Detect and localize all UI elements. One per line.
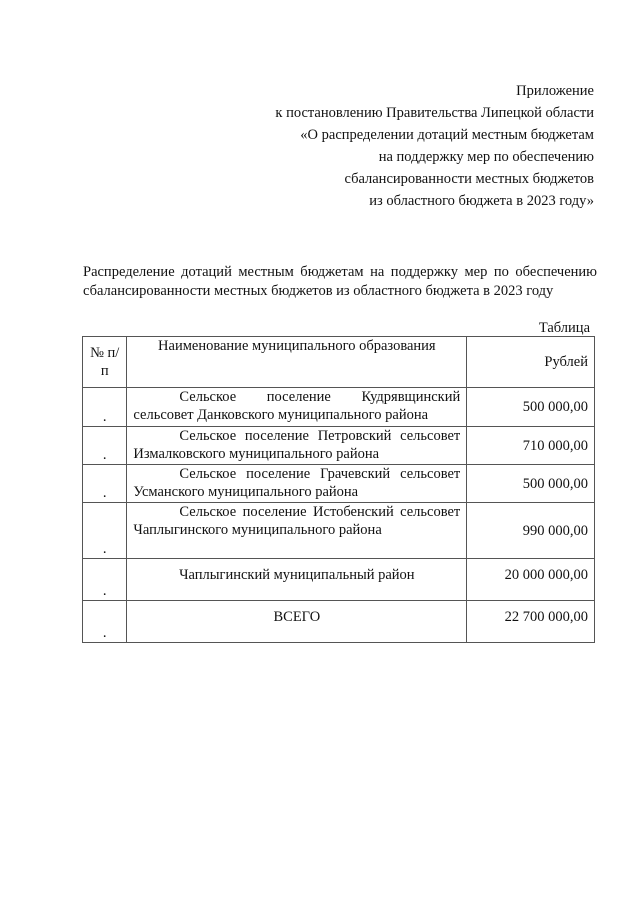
table-header-row (83, 337, 595, 388)
table-row (83, 427, 595, 465)
row-sum: 20 000 000,00 (467, 559, 595, 601)
row-name-cell (127, 503, 467, 559)
appendix-line: к постановлению Правительства Липецкой области (275, 105, 594, 121)
total-number: . (83, 601, 127, 643)
row-sum: 500 000,00 (467, 465, 595, 503)
appendix-line: «О распределении дотаций местным бюджетам (300, 127, 594, 143)
total-sum: 22 700 000,00 (467, 601, 595, 643)
row-number: . (83, 503, 127, 559)
row-number: . (83, 465, 127, 503)
subsidy-table (82, 336, 595, 643)
row-name-cell (127, 465, 467, 503)
header-name: Наименование муниципального образования (127, 337, 467, 388)
document-heading: Распределение дотаций местным бюджетам на поддержку мер по обеспечению сбалансированности местных бюджетов из областного бюджета в 2023 году (83, 264, 597, 299)
row-name-cell (127, 559, 467, 601)
appendix-line: Приложение (516, 83, 594, 99)
table-row (83, 559, 595, 601)
total-row (83, 601, 595, 643)
appendix-block (174, 80, 594, 212)
header-sum: Рублей (467, 337, 595, 388)
header-number: № п/п (83, 337, 127, 388)
row-name-cell (127, 427, 467, 465)
row-name: Чаплыгинский муниципальный район (179, 567, 415, 583)
row-number: . (83, 559, 127, 601)
appendix-line: сбалансированности местных бюджетов (344, 171, 594, 187)
table-row (83, 465, 595, 503)
row-name: Сельское поселение Грачевский сельсовет Усманского муниципального района (133, 466, 461, 500)
row-sum: 500 000,00 (467, 388, 595, 427)
row-number: . (83, 427, 127, 465)
row-name: Сельское поселение Истобенский сельсовет Чаплыгинского муниципального района (133, 504, 461, 538)
row-sum: 710 000,00 (467, 427, 595, 465)
appendix-line: из областного бюджета в 2023 году» (369, 193, 594, 209)
table-row (83, 503, 595, 559)
row-name: Сельское поселение Кудрявщинский сельсовет Данковского муниципального района (133, 389, 461, 423)
total-label-cell (127, 601, 467, 643)
row-name-cell (127, 388, 467, 427)
row-number: . (83, 388, 127, 427)
appendix-line: на поддержку мер по обеспечению (378, 149, 594, 165)
table-row (83, 388, 595, 427)
total-label: ВСЕГО (273, 609, 321, 625)
row-sum: 990 000,00 (467, 503, 595, 559)
table-caption: Таблица (538, 320, 590, 336)
row-name: Сельское поселение Петровский сельсовет Измалковского муниципального района (133, 428, 461, 462)
